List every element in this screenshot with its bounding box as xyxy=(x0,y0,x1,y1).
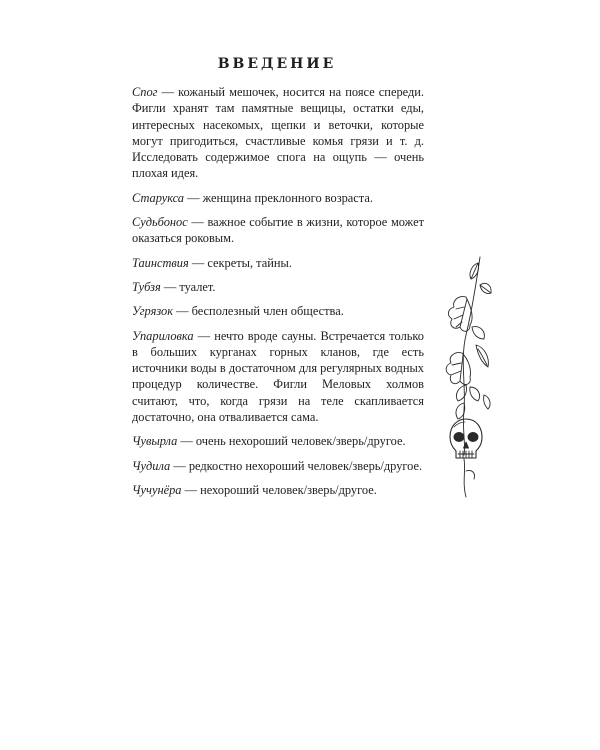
glossary-entry: Чучунёра — нехороший человек/зверь/другое. xyxy=(132,482,377,497)
glossary-entry: Старукса — женщина преклонного возраста. xyxy=(132,190,373,205)
page-title: ВВЕДЕНИЕ xyxy=(217,56,337,72)
glossary-term: Чудила xyxy=(132,458,171,473)
glossary-definition: редкостно нехороший человек/зверь/другое. xyxy=(188,458,423,473)
glossary-term: Угрязок xyxy=(132,304,174,319)
glossary-entry: Таинствия — секреты, тайны. xyxy=(132,255,292,270)
glossary-definition: кожаный мешочек, носится на поясе спереди. Фигли хранят там памятные вещицы, остатки еды, интересных насекомых, щепки и веточки, которые могут пригодиться, счастливые комья грязи и т. д. Исследовать содержимое спога на ощупь — очень плохая идея. xyxy=(132,85,425,181)
glossary-entry: Судьбонос — важное событие в жизни, которое может оказаться роковым. xyxy=(132,215,424,246)
glossary-entry: Чудила — редкостно нехороший человек/зверь/другое. xyxy=(132,458,423,473)
leaves-and-skull-vine-icon xyxy=(436,255,496,500)
glossary-entry: Спог — кожаный мешочек, носится на поясе спереди. Фигли хранят там памятные вещицы, остатки еды, интересных насекомых, щепки и веточки, которые могут пригодиться, счастливые комья грязи и т. д. Исследовать содержимое спога на ощупь — очень плохая идея. xyxy=(132,85,425,181)
glossary-term: Судьбонос xyxy=(132,215,188,230)
glossary-term: Спог xyxy=(132,85,158,99)
glossary-term: Старукса xyxy=(132,190,184,205)
glossary-entry: Чувырла — очень нехороший человек/зверь/другое. xyxy=(132,434,406,449)
glossary-definition: женщина преклонного возраста. xyxy=(202,190,373,205)
glossary-definition: бесполезный член общества. xyxy=(191,304,344,319)
glossary-definition: нехороший человек/зверь/другое. xyxy=(200,482,377,497)
glossary-term: Тубзя xyxy=(132,279,161,294)
glossary-definition: очень нехороший человек/зверь/другое. xyxy=(195,434,406,449)
glossary-definition: нечто вроде сауны. Встречается только в больших курганах горных кланов, где есть источники воды в достаточном для регулярных водных процедур количестве. Фигли Меловых холмов считают, что, когда грязи на теле скапливается достаточно, она отваливается сама. xyxy=(132,328,424,425)
glossary-term: Чучунёра xyxy=(132,482,182,497)
glossary-definition: туалет. xyxy=(179,279,216,294)
glossary-term: Чувырла xyxy=(132,434,178,449)
glossary-definition: секреты, тайны. xyxy=(207,255,292,270)
glossary-list xyxy=(132,84,424,506)
glossary-term: Упариловка xyxy=(132,328,194,343)
glossary-entry: Упариловка — нечто вроде сауны. Встречается только в больших курганах горных кланов, где есть источники воды в достаточном для регулярных водных процедур количестве. Фигли Меловых холмов считают, что, когда грязи на теле скапливается достаточно, она отваливается сама. xyxy=(132,328,424,425)
glossary-entry: Тубзя — туалет. xyxy=(132,279,216,294)
glossary-term: Таинствия xyxy=(132,255,189,270)
glossary-entry: Угрязок — бесполезный член общества. xyxy=(132,304,344,319)
glossary-definition: важное событие в жизни, которое может оказаться роковым. xyxy=(132,215,424,246)
